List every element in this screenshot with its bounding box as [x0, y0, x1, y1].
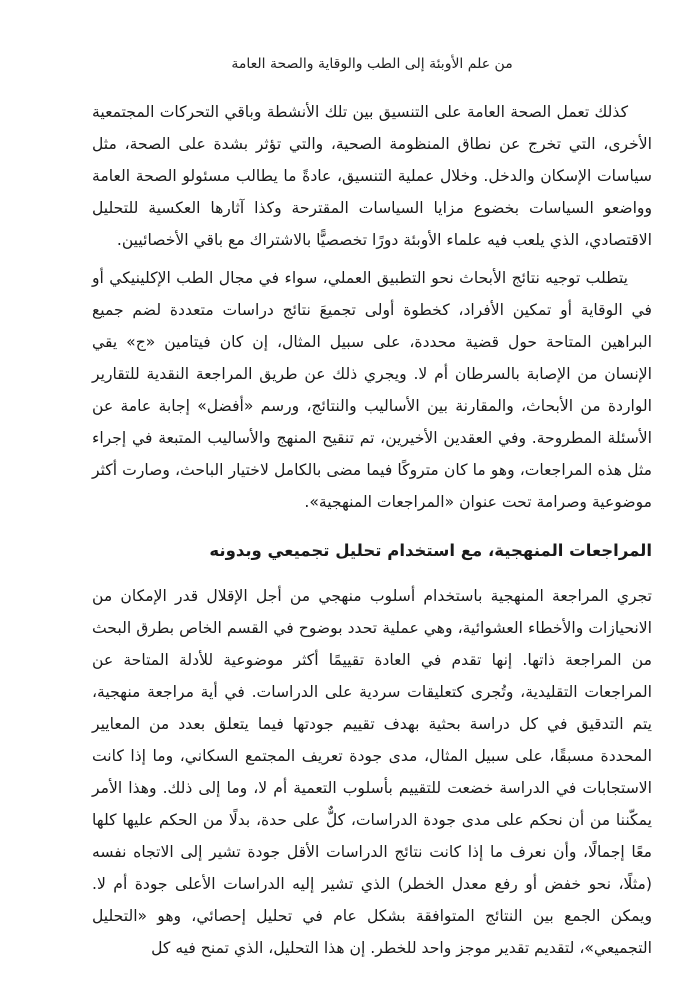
running-header: من علم الأوبئة إلى الطب والوقاية والصحة العامة	[231, 56, 513, 72]
body-text	[92, 96, 652, 970]
paragraph-research-application: يتطلب توجيه نتائج الأبحاث نحو التطبيق العملي، سواء في مجال الطب الإكلينيكي أو في الوقاية أو تمكين الأفراد، كخطوة أولى تجميعَ نتائج دراسات متعددة لضم جميع البراهين المتاحة حول قضية محددة، على سبيل المثال، إن كان فيتامين «ج» يقي الإنسان من الإصابة بالسرطان أم لا. ويجري ذلك عن طريق المراجعة النقدية للتقارير الواردة من الأبحاث، والمقارنة بين الأساليب والنتائج، ورسم «أفضل» إجابة عامة عن الأسئلة المطروحة. وفي العقدين الأخيرين، تم تنقيح المنهج والأساليب المتبعة في إجراء مثل هذه المراجعات، وهو ما كان متروكًا فيما مضى بالكامل لاختيار الباحث، وصارت أكثر موضوعية وصرامة تحت عنوان «المراجعات المنهجية».	[92, 269, 652, 511]
paragraph-systematic-review: تجري المراجعة المنهجية باستخدام أسلوب منهجي من أجل الإقلال قدر الإمكان من الانحيازات والأخطاء العشوائية، وهي عملية تحدد بوضوح في القسم الخاص بطرق البحث من المراجعة ذاتها. إنها تقدم في العادة تقييمًا أكثر موضوعية للأدلة المتاحة عن المراجعات التقليدية، وتُجرى كتعليقات سردية على الدراسات. في أية مراجعة منهجية، يتم التدقيق في كل دراسة بحثية بهدف تقييم جودتها فيما يتعلق بعدد من المعايير المحددة مسبقًا، على سبيل المثال، مدى جودة تعريف المجتمع السكاني، وما إذا كانت الاستجابات في الدراسة خضعت للتقييم بأسلوب التعمية أم لا، وما إلى ذلك. وهذا الأمر يمكّننا من أن نحكم على مدى جودة الدراسات، كلٌّ على حدة، بدلًا من الحكم عليها كلها معًا إجمالًا، وأن نعرف ما إذا كانت نتائج الدراسات الأقل جودة تشير إلى الاتجاه نفسه (مثلًا، نحو خفض أو رفع معدل الخطر) الذي تشير إليه الدراسات الأعلى جودة أم لا. ويمكن الجمع بين النتائج المتوافقة بشكل عام في تحليل إحصائي، وهو «التحليل التجميعي»، لتقديم تقدير موجز واحد للخطر. إن هذا التحليل، الذي تمنح فيه كل	[92, 587, 652, 957]
section-heading-systematic-reviews: المراجعات المنهجية، مع استخدام تحليل تجميعي وبدونه	[209, 541, 652, 560]
document-page	[92, 0, 652, 1000]
paragraph-coordination: كذلك تعمل الصحة العامة على التنسيق بين تلك الأنشطة وباقي التحركات المجتمعية الأخرى، التي تخرج عن نطاق المنظومة الصحية، والتي تؤثر بشدة على الصحة، مثل سياسات الإسكان والدخل. وخلال عملية التنسيق، عادةً ما يطالب مسئولو الصحة العامة وواضعو السياسات بخضوع مزايا السياسات المقترحة وكذا آثارها العكسية للتحليل الاقتصادي، الذي يلعب فيه علماء الأوبئة دورًا تخصصيًّا بالاشتراك مع باقي الأخصائيين.	[92, 103, 652, 249]
